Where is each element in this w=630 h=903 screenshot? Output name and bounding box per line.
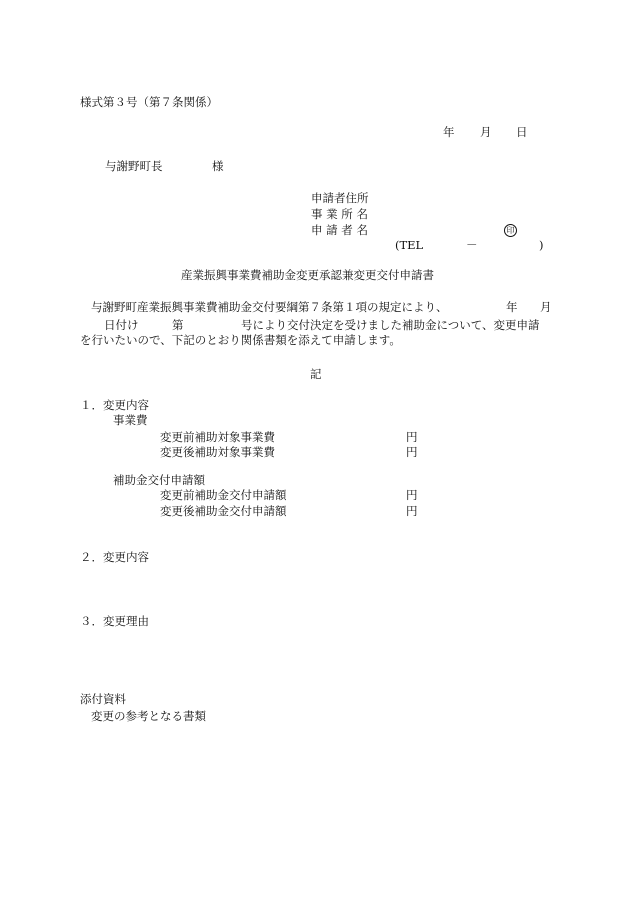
date-year: 年 [443,125,455,139]
project-cost-before-label: 変更前補助対象事業費 [160,430,275,444]
project-cost-before-unit: 円 [406,430,418,444]
attachments-heading: 添付資料 [80,692,126,706]
tel-close: ) [539,238,544,252]
section-1-heading: １．変更内容 [80,398,149,412]
date-month: 月 [480,125,492,139]
grant-amount-after-unit: 円 [406,504,418,518]
addressee-name: 与謝野町長 [105,159,163,173]
body-line-1-year: 年 [506,300,518,314]
project-cost-label: 事業費 [113,413,148,427]
addressee-honorific: 様 [212,159,224,173]
body-line-2-no: 第 [172,318,184,332]
seal-icon: 印 [504,224,517,237]
grant-amount-before-label: 変更前補助金交付申請額 [160,488,287,502]
applicant-name-label: 申 請 者 名 [311,223,368,237]
body-line-2-dated: 日付け [104,318,139,332]
ki-label: 記 [310,367,322,381]
applicant-office-label: 事 業 所 名 [311,207,368,221]
document-title: 産業振興事業費補助金変更承認兼変更交付申請書 [181,268,434,282]
body-line-3: を行いたいので、下記のとおり関係書類を添えて申請します。 [80,333,401,347]
tel-label: (TEL [395,238,424,252]
grant-amount-after-label: 変更後補助金交付申請額 [160,504,287,518]
tel-dash: － [466,238,478,252]
section-3-heading: ３．変更理由 [80,614,149,628]
grant-amount-label: 補助金交付申請額 [113,473,205,487]
body-line-2-rest: 号により交付決定を受けました補助金について、変更申請 [241,318,540,332]
grant-amount-before-unit: 円 [406,488,418,502]
body-line-1: 与謝野町産業振興事業費補助金交付要綱第７条第１項の規定により、 [91,300,448,314]
project-cost-after-label: 変更後補助対象事業費 [160,445,275,459]
section-2-heading: ２．変更内容 [80,550,149,564]
form-number: 様式第３号（第７条関係） [80,95,218,109]
attachments-item: 変更の参考となる書類 [91,709,206,723]
date-day: 日 [516,125,528,139]
body-line-1-month: 月 [540,300,552,314]
applicant-address-label: 申請者住所 [311,191,369,205]
project-cost-after-unit: 円 [406,445,418,459]
